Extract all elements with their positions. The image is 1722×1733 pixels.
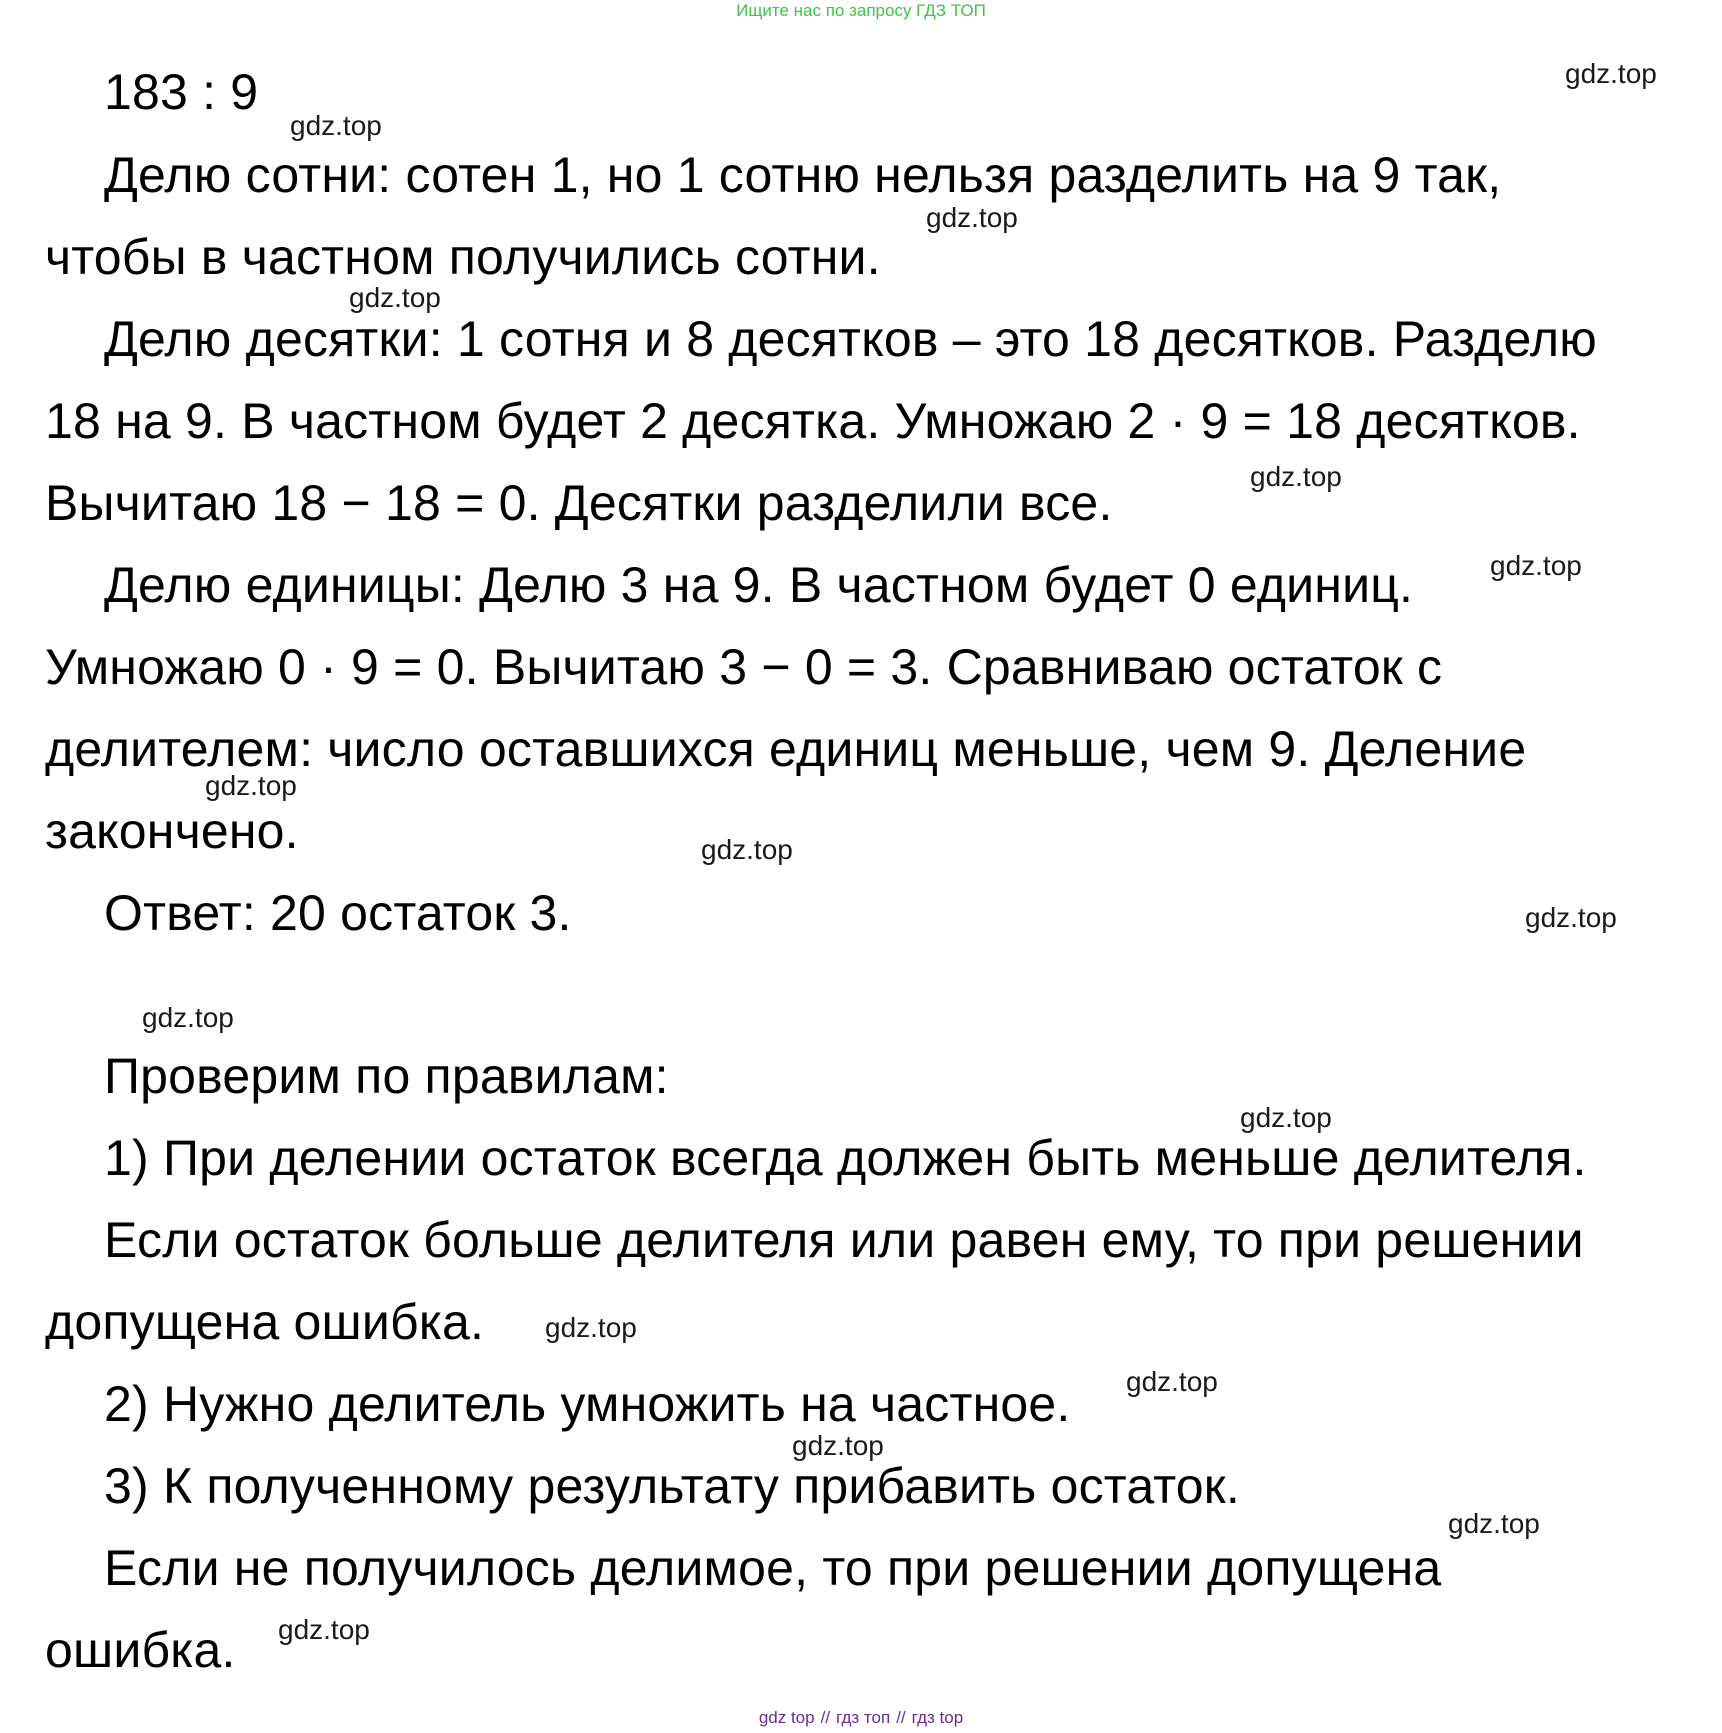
watermark: gdz.top: [349, 282, 441, 313]
watermark: gdz.top: [792, 1430, 884, 1461]
footer-link[interactable]: гдз top: [911, 1708, 964, 1727]
check-heading: Проверим по правилам:: [104, 1048, 669, 1104]
text-line: 18 на 9. В частном будет 2 десятка. Умножаю 2 · 9 = 18 десятков.: [45, 393, 1581, 449]
watermark: gdz.top: [1250, 461, 1342, 492]
text-line: Делю десятки: 1 сотня и 8 десятков – это 18 десятков. Разделю: [104, 311, 1597, 367]
watermark: gdz.top: [205, 770, 297, 801]
watermark: gdz.top: [278, 1614, 370, 1645]
watermark: gdz.top: [142, 1002, 234, 1033]
text-line: делителем: число оставшихся единиц меньше, чем 9. Деление: [45, 721, 1527, 777]
rule-line: 1) При делении остаток всегда должен быть меньше делителя.: [104, 1130, 1587, 1186]
footer-separator: //: [896, 1708, 906, 1727]
problem-expression: 183 : 9: [104, 64, 259, 120]
watermark: gdz.top: [701, 834, 793, 865]
watermark: gdz.top: [1565, 58, 1657, 89]
answer-line: Ответ: 20 остаток 3.: [104, 885, 572, 941]
rule-line: ошибка.: [45, 1622, 236, 1678]
text-line: Умножаю 0 · 9 = 0. Вычитаю 3 − 0 = 3. Сравниваю остаток с: [45, 639, 1443, 695]
text-line: чтобы в частном получились сотни.: [45, 229, 881, 285]
text-line: Вычитаю 18 − 18 = 0. Десятки разделили все.: [45, 475, 1113, 531]
footer-links: [0, 1708, 1722, 1728]
top-banner[interactable]: Ищите нас по запросу ГДЗ ТОП: [736, 1, 986, 20]
text-line: Делю единицы: Делю 3 на 9. В частном будет 0 единиц.: [104, 557, 1414, 613]
text-line: закончено.: [45, 803, 299, 859]
watermark: gdz.top: [1126, 1366, 1218, 1397]
watermark: gdz.top: [926, 202, 1018, 233]
watermark: gdz.top: [290, 110, 382, 141]
watermark: gdz.top: [1490, 550, 1582, 581]
watermark: gdz.top: [1448, 1508, 1540, 1539]
footer-link[interactable]: гдз топ: [836, 1708, 891, 1727]
rule-line: Если не получилось делимое, то при решении допущена: [104, 1540, 1442, 1596]
footer-separator: //: [820, 1708, 831, 1727]
rule-line: 3) К полученному результату прибавить остаток.: [104, 1458, 1240, 1514]
footer-link[interactable]: gdz top: [758, 1708, 815, 1727]
watermark: gdz.top: [545, 1312, 637, 1343]
text-line: Делю сотни: сотен 1, но 1 сотню нельзя разделить на 9 так,: [104, 147, 1502, 203]
rule-line: 2) Нужно делитель умножить на частное.: [104, 1376, 1071, 1432]
rule-line: Если остаток больше делителя или равен ему, то при решении: [104, 1212, 1584, 1268]
watermark: gdz.top: [1240, 1102, 1332, 1133]
rule-line: допущена ошибка.: [45, 1294, 485, 1350]
watermark: gdz.top: [1525, 902, 1617, 933]
